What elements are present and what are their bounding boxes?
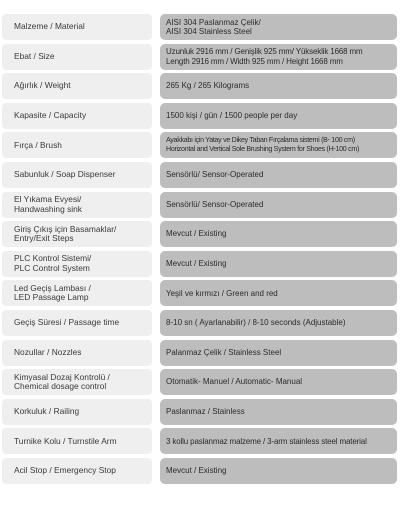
spec-label-turnstile-arm: Turnike Kolu / Turnstile Arm [2, 428, 152, 454]
spec-value-soap-dispenser: Sensörlü/ Sensor-Operated [160, 162, 397, 188]
spec-label-entry-exit-steps: Giriş Çıkış için Basamaklar/ Entry/Exit Steps [2, 221, 152, 247]
spec-value-nozzles: Palanmaz Çelik / Stainless Steel [160, 340, 397, 366]
spec-row-chemical-dosage [2, 369, 399, 395]
spec-value-emergency-stop: Mevcut / Existing [160, 458, 397, 484]
spec-row-railing [2, 399, 399, 425]
spec-row-brush [2, 132, 399, 158]
spec-row-weight [2, 73, 399, 99]
spec-label-plc-control: PLC Kontrol Sistemi/ PLC Control System [2, 251, 152, 277]
spec-row-led-lamp [2, 280, 399, 306]
spec-row-material [2, 14, 399, 40]
spec-value-entry-exit-steps: Mevcut / Existing [160, 221, 397, 247]
spec-row-entry-exit-steps [2, 221, 399, 247]
spec-label-emergency-stop: Acil Stop / Emergency Stop [2, 458, 152, 484]
spec-row-passage-time [2, 310, 399, 336]
spec-row-size [2, 44, 399, 70]
spec-row-plc-control [2, 251, 399, 277]
spec-label-passage-time: Geçiş Süresi / Passage time [2, 310, 152, 336]
spec-value-led-lamp: Yeşil ve kırmızı / Green and red [160, 280, 397, 306]
specification-table [2, 14, 399, 488]
spec-row-emergency-stop [2, 458, 399, 484]
spec-row-turnstile-arm [2, 428, 399, 454]
spec-value-material: AISI 304 Paslanmaz Çelik/ AISI 304 Stainless Steel [160, 14, 397, 40]
spec-row-capacity [2, 103, 399, 129]
spec-row-handwashing-sink [2, 192, 399, 218]
spec-value-chemical-dosage: Otomatik- Manuel / Automatic- Manual [160, 369, 397, 395]
spec-label-railing: Korkuluk / Railing [2, 399, 152, 425]
spec-label-chemical-dosage: Kimyasal Dozaj Kontrolü / Chemical dosage control [2, 369, 152, 395]
spec-value-brush: Ayakkabı için Yatay ve Dikey Taban Fırçalama sistemi (B- 100 cm) Horizontal and Vertical Sole Brushing System for Shoes (H-100 cm) [160, 132, 397, 158]
spec-value-size: Uzunluk 2916 mm / Genişlik 925 mm/ Yükseklik 1668 mm Length 2916 mm / Width 925 mm / Height 1668 mm [160, 44, 397, 70]
spec-value-weight: 265 Kg / 265 Kilograms [160, 73, 397, 99]
spec-label-nozzles: Nozullar / Nozzles [2, 340, 152, 366]
spec-label-soap-dispenser: Sabunluk / Soap Dispenser [2, 162, 152, 188]
spec-label-handwashing-sink: El Yıkama Evyesi/ Handwashing sink [2, 192, 152, 218]
spec-value-handwashing-sink: Sensörlü/ Sensor-Operated [160, 192, 397, 218]
spec-row-soap-dispenser [2, 162, 399, 188]
spec-label-led-lamp: Led Geçiş Lambası / LED Passage Lamp [2, 280, 152, 306]
spec-label-brush: Fırça / Brush [2, 132, 152, 158]
spec-value-capacity: 1500 kişi / gün / 1500 people per day [160, 103, 397, 129]
spec-label-size: Ebat / Size [2, 44, 152, 70]
spec-value-turnstile-arm: 3 kollu paslanmaz malzeme / 3-arm stainless steel material [160, 428, 397, 454]
spec-value-railing: Paslanmaz / Stainless [160, 399, 397, 425]
spec-value-plc-control: Mevcut / Existing [160, 251, 397, 277]
spec-label-material: Malzeme / Material [2, 14, 152, 40]
spec-row-nozzles [2, 340, 399, 366]
spec-label-capacity: Kapasite / Capacity [2, 103, 152, 129]
spec-value-passage-time: 8-10 sn ( Ayarlanabilir) / 8-10 seconds (Adjustable) [160, 310, 397, 336]
spec-label-weight: Ağırlık / Weight [2, 73, 152, 99]
